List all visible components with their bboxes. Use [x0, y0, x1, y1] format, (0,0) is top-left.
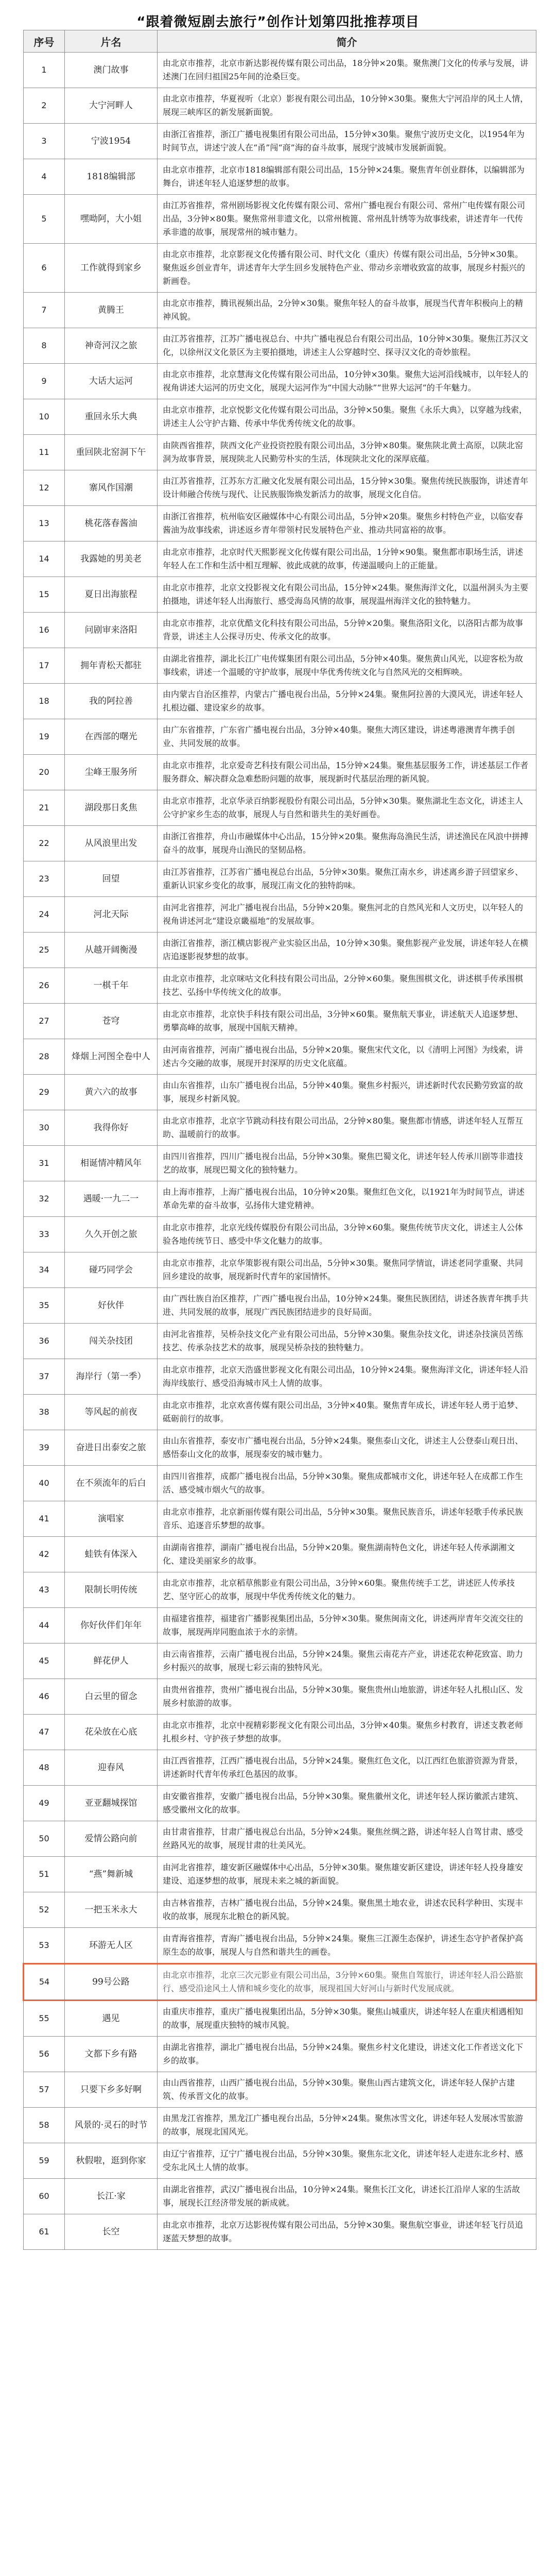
- row-title: 寨风作国潮: [65, 470, 158, 506]
- row-description: 由江苏省推荐，江苏广播电视总台、中共广播电视总台有限公司出品，10分钟×30集。聚焦江苏汉文化，以徐州汉文化景区为主要拍摄地，讲述主人公穿越时空、探寻汉文化的奇妙旅程。: [158, 328, 536, 364]
- row-title: 环游无人区: [65, 1928, 158, 1964]
- table-row: [24, 826, 536, 861]
- table-row: [24, 719, 536, 755]
- row-title: 闯关杂技团: [65, 1324, 158, 1359]
- row-number: 61: [24, 2214, 65, 2250]
- table-row: [24, 328, 536, 364]
- row-number: 50: [24, 1821, 65, 1857]
- row-title: 大宁河畔人: [65, 88, 158, 124]
- row-description: 由北京市推荐，北京华录百纳影视股份有限公司出品，5分钟×30集。聚焦湖北生态文化，讲述主人公守护家乡生态的故事，展现人与自然和谐共生的美好画卷。: [158, 790, 536, 826]
- row-description: 由湖南省推荐，湖南广播电视台出品，5分钟×20集。聚焦湖南特色文化，讲述年轻人传承湖湘文化、建设美丽家乡的故事。: [158, 1537, 536, 1572]
- row-title: 演唱家: [65, 1501, 158, 1537]
- row-number: 8: [24, 328, 65, 364]
- row-title: 宁波1954: [65, 124, 158, 159]
- row-description: 由北京市推荐，北京市1818编辑部有限公司出品，15分钟×24集。聚焦青年创业群体，以编辑部为舞台，讲述年轻人追逐梦想的故事。: [158, 159, 536, 195]
- row-number: 9: [24, 364, 65, 399]
- row-description: 由内蒙古自治区推荐，内蒙古广播电视台出品，5分钟×24集。聚焦阿拉善的大漠风光，讲述年轻人扎根边疆、建设家乡的故事。: [158, 684, 536, 719]
- row-title: 湖段那日炙焦: [65, 790, 158, 826]
- row-title: 河北天际: [65, 897, 158, 933]
- table-row: [24, 613, 536, 648]
- table-body: [24, 53, 536, 2250]
- table-row: [24, 2037, 536, 2072]
- row-title: 回望: [65, 861, 158, 897]
- table-row: [24, 1715, 536, 1750]
- row-description: 由广东省推荐，广东省广播电视台出品，3分钟×40集。聚焦大湾区建设，讲述粤港澳青年携手创业、共同发展的故事。: [158, 719, 536, 755]
- row-number: 41: [24, 1501, 65, 1537]
- row-description: 由四川省推荐，成都广播电视台出品，5分钟×30集。聚焦成都城市文化，讲述年轻人在成都工作生活、感受城市烟火气的故事。: [158, 1466, 536, 1501]
- table-row: [24, 88, 536, 124]
- row-description: 由湖北省推荐，湖北广播电视台出品，5分钟×24集。聚焦乡村文化建设，讲述文化工作者送文化下乡的故事。: [158, 2037, 536, 2072]
- row-description: 由福建省推荐，福建省广播影视集团出品，5分钟×30集。聚焦闽南文化，讲述两岸青年交流交往的故事，展现两岸同胞血浓于水的亲情。: [158, 1608, 536, 1643]
- row-description: 由北京市推荐，北京快手科技有限公司出品，3分钟×60集。聚焦航天事业，讲述航天人追逐梦想、勇攀高峰的故事，展现中国航天精神。: [158, 1004, 536, 1039]
- row-description: 由北京市推荐，北京市新达影视传媒有限公司出品，18分钟×20集。聚焦澳门文化的传承与发展，讲述澳门在回归祖国25年间的沧桑巨变。: [158, 53, 536, 88]
- row-title: 一把玉米永大: [65, 1892, 158, 1928]
- row-title: 从风浪里出发: [65, 826, 158, 861]
- table-row: [24, 1821, 536, 1857]
- row-number: 18: [24, 684, 65, 719]
- row-description: 由河南省推荐，河南广播电视台出品，5分钟×20集。聚焦宋代文化，以《清明上河图》为线索，讲述古今交融的故事，展现开封深厚的历史文化底蕴。: [158, 1039, 536, 1075]
- row-description: 由贵州省推荐，贵州广播电视台出品，5分钟×30集。聚焦贵州山地旅游，讲述年轻人扎根山区、发展乡村旅游的故事。: [158, 1679, 536, 1715]
- row-title: 海岸行（第一季）: [65, 1359, 158, 1395]
- row-number: 10: [24, 399, 65, 435]
- row-description: 由江苏省推荐，常州剧场影视文化传媒有限公司、常州广播电视台有限公司、常州广电传媒有限公司出品，3分钟×80集。聚焦常州非遗文化，以常州梳篦、常州乱针绣等为故事线索，讲述青年一代传承非遗的故事，展现常州的城市魅力。: [158, 195, 536, 244]
- table-row: [24, 244, 536, 293]
- row-description: 由河北省推荐，雄安新区融媒体中心出品，5分钟×30集。聚焦雄安新区建设，讲述年轻人投身雄安建设、追逐梦想的故事，展现未来之城的新面貌。: [158, 1857, 536, 1892]
- row-description: 由北京市推荐，腾讯视频出品，2分钟×30集。聚焦年轻人的奋斗故事，展现当代青年积极向上的精神风貌。: [158, 293, 536, 328]
- row-number: 58: [24, 2108, 65, 2143]
- table-row: [24, 1786, 536, 1821]
- table-row: [24, 470, 536, 506]
- row-title: 问剧审来洛阳: [65, 613, 158, 648]
- table-row: [24, 577, 536, 613]
- table-row: [24, 399, 536, 435]
- row-number: 53: [24, 1928, 65, 1964]
- row-title: 尘峰王服务所: [65, 755, 158, 790]
- table-row: [24, 1110, 536, 1146]
- row-number: 12: [24, 470, 65, 506]
- table-row: [24, 1324, 536, 1359]
- row-description: 由湖北省推荐，武汉广播电视台出品，10分钟×24集。聚焦长江文化，讲述长江沿岸人家的生活故事，展现长江经济带发展的新成就。: [158, 2179, 536, 2214]
- row-title: 花朵放在心底: [65, 1715, 158, 1750]
- table-row: [24, 2214, 536, 2250]
- row-number: 29: [24, 1075, 65, 1110]
- row-description: 由吉林省推荐，吉林广播电视台出品，5分钟×24集。聚焦黑土地农业，讲述农民科学种田、实现丰收的故事，展现东北粮仓的新风貌。: [158, 1892, 536, 1928]
- row-number: 44: [24, 1608, 65, 1643]
- row-title: 大话大运河: [65, 364, 158, 399]
- row-description: 由浙江省推荐，杭州临安区融媒体中心有限公司出品，5分钟×20集。聚焦乡村特色产业，以临安春酱油为故事线索，讲述返乡青年带领村民发展特色产业、推动共同富裕的故事。: [158, 506, 536, 541]
- table-row: [24, 541, 536, 577]
- table-row: [24, 1395, 536, 1430]
- row-description: 由上海市推荐，上海广播电视台出品，10分钟×20集。聚焦红色文化，以1921年为时间节点，讲述革命先辈的奋斗故事，弘扬伟大建党精神。: [158, 1181, 536, 1217]
- row-number: 49: [24, 1786, 65, 1821]
- row-description: 由北京市推荐，北京悦影文化传媒有限公司出品，3分钟×50集。聚焦《永乐大典》，以穿越为线索，讲述主人公守护古籍、传承中华优秀传统文化的故事。: [158, 399, 536, 435]
- row-description: 由北京市推荐，北京万达影视传媒有限公司出品，5分钟×30集。聚焦航空事业，讲述年轻飞行员追逐蓝天梦想的故事。: [158, 2214, 536, 2250]
- table-row: [24, 195, 536, 244]
- table-row: [24, 1608, 536, 1643]
- row-description: 由江西省推荐，江西广播电视台出品，5分钟×24集。聚焦红色文化，以江西红色旅游资源为背景，讲述新时代青年传承红色基因的故事。: [158, 1750, 536, 1786]
- row-title: 烽烟上河图全卷中人: [65, 1039, 158, 1075]
- row-title: 桃花落春酱油: [65, 506, 158, 541]
- row-number: 16: [24, 613, 65, 648]
- row-number: 35: [24, 1288, 65, 1324]
- row-title: 神奇河汉之旅: [65, 328, 158, 364]
- row-description: 由北京市推荐，北京影视文化传播有限公司、时代文化（重庆）传媒有限公司出品，5分钟×30集。聚焦返乡创业青年，讲述青年大学生回乡发展特色产业、带动乡亲增收致富的故事，展现乡村振兴的新画卷。: [158, 244, 536, 293]
- row-description: 由北京市推荐，北京华策影视有限公司出品，5分钟×30集。聚焦同学情谊，讲述老同学重聚、共同回乡建设的故事，展现新时代青年的家国情怀。: [158, 1252, 536, 1288]
- row-number: 19: [24, 719, 65, 755]
- table-row: [24, 684, 536, 719]
- row-description: 由北京市推荐，北京欢喜传媒有限公司出品，3分钟×40集。聚焦青年成长，讲述年轻人勇于追梦、砥砺前行的故事。: [158, 1395, 536, 1430]
- row-number: 57: [24, 2072, 65, 2108]
- row-number: 21: [24, 790, 65, 826]
- table-row: [24, 648, 536, 684]
- row-description: 由广西壮族自治区推荐，广西广播电视台出品，10分钟×24集。聚焦民族团结，讲述各族青年携手共进、共同发展的故事，展现广西民族团结进步的良好局面。: [158, 1288, 536, 1324]
- table-row: [24, 1039, 536, 1075]
- row-description: 由北京市推荐，华夏视听（北京）影视有限公司出品，10分钟×30集。聚焦大宁河沿岸的风土人情，展现三峡库区的新发展新面貌。: [158, 88, 536, 124]
- table-row: [24, 364, 536, 399]
- table-row: [24, 1466, 536, 1501]
- row-title: 在不须流年的后白: [65, 1466, 158, 1501]
- row-number: 56: [24, 2037, 65, 2072]
- row-title: 澳门故事: [65, 53, 158, 88]
- row-title: 工作就得到家乡: [65, 244, 158, 293]
- table-row: [24, 506, 536, 541]
- table-row: [24, 1572, 536, 1608]
- table-row: [24, 2179, 536, 2214]
- table-row: [24, 293, 536, 328]
- table-row: [24, 1857, 536, 1892]
- row-number: 5: [24, 195, 65, 244]
- table-row: [24, 755, 536, 790]
- row-description: 由河北省推荐，吴桥杂技文化产业有限公司出品，5分钟×30集。聚焦杂技文化，讲述杂技演员苦练技艺、传承杂技艺术的故事，展现吴桥杂技的独特魅力。: [158, 1324, 536, 1359]
- row-description: 由北京市推荐，北京光线传媒股份有限公司出品，3分钟×60集。聚焦传统节庆文化，讲述主人公体验各地传统节日、感受中华文化魅力的故事。: [158, 1217, 536, 1252]
- table-row: [24, 124, 536, 159]
- row-title: 夏日出海旅程: [65, 577, 158, 613]
- row-title: 在西部的曙光: [65, 719, 158, 755]
- row-description: 由北京市推荐，北京爱奇艺科技有限公司出品，15分钟×24集。聚焦基层服务工作，讲述基层工作者服务群众、解决群众急难愁盼问题的故事，展现新时代基层治理的新风貌。: [158, 755, 536, 790]
- row-description: 由青海省推荐，青海广播电视台出品，5分钟×24集。聚焦三江源生态保护，讲述生态守护者保护高原生态的故事，展现人与自然和谐共生的画卷。: [158, 1928, 536, 1964]
- row-description: 由湖北省推荐，湖北长江广电传媒集团有限公司出品，5分钟×40集。聚焦黄山风光，以迎客松为故事线索，讲述一个温暖的守护故事，展现中华优秀传统文化与自然风光的交相辉映。: [158, 648, 536, 684]
- row-number: 36: [24, 1324, 65, 1359]
- table-row: [24, 1679, 536, 1715]
- row-number: 4: [24, 159, 65, 195]
- row-number: 11: [24, 435, 65, 470]
- row-title: 长江·家: [65, 2179, 158, 2214]
- row-number: 3: [24, 124, 65, 159]
- row-title: 亚亚翻城探馆: [65, 1786, 158, 1821]
- table-row: [24, 1537, 536, 1572]
- row-title: 我的阿拉善: [65, 684, 158, 719]
- table-row: [24, 2001, 536, 2037]
- row-number: 31: [24, 1146, 65, 1181]
- row-title: 你好伙伴们年年: [65, 1608, 158, 1643]
- table-row: [24, 861, 536, 897]
- row-title: 拥年青松天都驻: [65, 648, 158, 684]
- row-title: 迎春风: [65, 1750, 158, 1786]
- row-number: 33: [24, 1217, 65, 1252]
- row-number: 23: [24, 861, 65, 897]
- row-description: 由北京市推荐，北京天浩盛世影视文化有限公司出品，10分钟×24集。聚焦海洋文化，讲述年轻人沿海岸线旅行、感受沿海城市风土人情的故事。: [158, 1359, 536, 1395]
- table-row: [24, 790, 536, 826]
- row-description: 由北京市推荐，北京文投影视文化有限公司出品，15分钟×24集。聚焦海洋文化，以温州洞头为主要拍摄地，讲述年轻人出海旅行、感受海岛风情的故事，展现温州海洋文化的独特魅力。: [158, 577, 536, 613]
- row-title: 一棋千年: [65, 968, 158, 1004]
- table-row: [24, 1004, 536, 1039]
- table-row: [24, 1928, 536, 1964]
- row-number: 48: [24, 1750, 65, 1786]
- row-number: 14: [24, 541, 65, 577]
- row-number: 25: [24, 933, 65, 968]
- row-title: 苍穹: [65, 1004, 158, 1039]
- row-description: 由北京市推荐，北京中视精彩影视文化有限公司出品，3分钟×40集。聚焦乡村教育，讲述支教老师扎根乡村、守护孩子梦想的故事。: [158, 1715, 536, 1750]
- row-number: 7: [24, 293, 65, 328]
- row-description: 由山东省推荐，泰安市广播电视台出品，5分钟×24集。聚焦泰山文化，讲述主人公登泰山观日出、感悟泰山文化的故事，展现泰安的城市魅力。: [158, 1430, 536, 1466]
- row-description: 由浙江省推荐，舟山市融媒体中心出品，15分钟×20集。聚焦海岛渔民生活，讲述渔民在风浪中拼搏奋斗的故事，展现舟山渔民的坚韧品格。: [158, 826, 536, 861]
- row-title: 蛙铁有体深入: [65, 1537, 158, 1572]
- row-title: 鲜花伊人: [65, 1643, 158, 1679]
- row-number: 17: [24, 648, 65, 684]
- table-row: [24, 1501, 536, 1537]
- row-title: 1818编辑部: [65, 159, 158, 195]
- row-number: 26: [24, 968, 65, 1004]
- row-title: 重回永乐大典: [65, 399, 158, 435]
- row-title: 黄腾王: [65, 293, 158, 328]
- row-title: 等风起的前夜: [65, 1395, 158, 1430]
- row-description: 由江苏省推荐，江苏东方汇融文化发展有限公司出品，15分钟×30集。聚焦传统民族服饰，讲述青年设计师融合传统与现代、让民族服饰焕发新活力的故事，展现文化自信。: [158, 470, 536, 506]
- column-header-title: 片名: [65, 30, 158, 53]
- table-row: [24, 1252, 536, 1288]
- row-number: 15: [24, 577, 65, 613]
- row-number: 52: [24, 1892, 65, 1928]
- row-number: 38: [24, 1395, 65, 1430]
- table-row: [24, 435, 536, 470]
- row-description: 由黑龙江省推荐，黑龙江广播电视台出品，5分钟×24集。聚焦冰雪文化，讲述年轻人发展冰雪旅游的故事，展现北国风光。: [158, 2108, 536, 2143]
- row-number: 60: [24, 2179, 65, 2214]
- table-row: [24, 2072, 536, 2108]
- row-number: 55: [24, 2001, 65, 2037]
- row-title: 文都下乡有路: [65, 2037, 158, 2072]
- row-number: 54: [24, 1964, 65, 2001]
- row-number: 30: [24, 1110, 65, 1146]
- table-header-row: [24, 30, 536, 53]
- row-title: 限制长明传统: [65, 1572, 158, 1608]
- table-row: [24, 1430, 536, 1466]
- row-description: 由浙江省推荐，浙江横店影视产业实验区出品，10分钟×30集。聚焦影视产业发展，讲述年轻人在横店追逐影视梦想的故事。: [158, 933, 536, 968]
- row-number: 13: [24, 506, 65, 541]
- table-row: [24, 159, 536, 195]
- row-title: “燕”舞新城: [65, 1857, 158, 1892]
- row-description: 由陕西省推荐，陕西文化产业投资控股有限公司出品，3分钟×80集。聚焦陕北黄土高原，以陕北窑洞为故事背景，展现陕北人民勤劳朴实的生活，体现陕北文化的深厚底蕴。: [158, 435, 536, 470]
- table-row: [24, 2143, 536, 2179]
- row-number: 59: [24, 2143, 65, 2179]
- table-row: [24, 1643, 536, 1679]
- row-title: 奋进日出泰安之旅: [65, 1430, 158, 1466]
- row-title: 遇暖·一九二一: [65, 1181, 158, 1217]
- table-row: [24, 2108, 536, 2143]
- row-title: 遇见: [65, 2001, 158, 2037]
- table-row: [24, 1964, 536, 2001]
- row-description: 由北京市推荐，北京优酷文化科技有限公司出品，5分钟×20集。聚焦洛阳文化，以洛阳古都为故事背景，讲述主人公探寻历史、传承文化的故事。: [158, 613, 536, 648]
- table-row: [24, 1146, 536, 1181]
- table-row: [24, 1892, 536, 1928]
- row-number: 20: [24, 755, 65, 790]
- column-header-number: 序号: [24, 30, 65, 53]
- row-number: 24: [24, 897, 65, 933]
- row-number: 42: [24, 1537, 65, 1572]
- row-description: 由北京市推荐，北京新丽传媒有限公司出品，5分钟×30集。聚焦民族音乐，讲述年轻歌手传承民族音乐、追逐音乐梦想的故事。: [158, 1501, 536, 1537]
- table-row: [24, 53, 536, 88]
- row-title: 我得你好: [65, 1110, 158, 1146]
- row-description: 由辽宁省推荐，辽宁广播电视台出品，5分钟×30集。聚焦东北文化，讲述年轻人走进东北乡村、感受东北风土人情的故事。: [158, 2143, 536, 2179]
- row-number: 32: [24, 1181, 65, 1217]
- row-title: 久久开创之旅: [65, 1217, 158, 1252]
- row-title: 相诞情冲精风年: [65, 1146, 158, 1181]
- table-row: [24, 1181, 536, 1217]
- column-header-description: 简介: [158, 30, 536, 53]
- row-title: 重回陕北窑洞下午: [65, 435, 158, 470]
- row-description: 由北京市推荐，北京咪咕文化科技有限公司出品，2分钟×60集。聚焦围棋文化，讲述棋手传承围棋技艺、弘扬中华传统文化的故事。: [158, 968, 536, 1004]
- row-description: 由山西省推荐，山西广播电视台出品，5分钟×30集。聚焦山西古建筑文化，讲述年轻人保护古建筑、传承晋文化的故事。: [158, 2072, 536, 2108]
- table-row: [24, 1359, 536, 1395]
- row-description: 由河北省推荐，河北广播电视台出品，5分钟×20集。聚焦河北的自然风光和人文历史，以年轻人的视角讲述河北“建设京畿福地”的发展故事。: [158, 897, 536, 933]
- row-description: 由江苏省推荐，江苏省广播电视总台出品，5分钟×30集。聚焦江南水乡，讲述离乡游子回望家乡、重新认识家乡变化的故事，展现江南文化的独特韵味。: [158, 861, 536, 897]
- row-number: 47: [24, 1715, 65, 1750]
- row-description: 由北京市推荐，北京慧海文化传媒有限公司出品，10分钟×30集。聚焦大运河沿线城市，以年轻人的视角讲述大运河的历史文化，展现大运河作为“中国大动脉”“世界大运河”的千年魅力。: [158, 364, 536, 399]
- row-description: 由北京市推荐，北京时代天熙影视文化传媒有限公司出品，1分钟×90集。聚焦都市职场生活，讲述年轻人在工作和生活中相互理解、彼此成就的故事，传递温暖向上的正能量。: [158, 541, 536, 577]
- table-row: [24, 897, 536, 933]
- row-title: 爱情公路向前: [65, 1821, 158, 1857]
- row-title: 从越开阔衡漫: [65, 933, 158, 968]
- row-title: 嘿呦阿，大小姐: [65, 195, 158, 244]
- row-title: 99号公路: [65, 1964, 158, 2001]
- row-title: 风景的·灵石的时节: [65, 2108, 158, 2143]
- row-title: 好伙伴: [65, 1288, 158, 1324]
- row-number: 1: [24, 53, 65, 88]
- row-title: 我露她的男美老: [65, 541, 158, 577]
- row-number: 43: [24, 1572, 65, 1608]
- row-number: 2: [24, 88, 65, 124]
- table-row: [24, 1288, 536, 1324]
- row-title: 黄六六的故事: [65, 1075, 158, 1110]
- row-number: 28: [24, 1039, 65, 1075]
- row-description: 由重庆市推荐，重庆广播电视集团出品，5分钟×30集。聚焦山城重庆，讲述年轻人在重庆相遇相知的故事，展现重庆独特的城市风貌。: [158, 2001, 536, 2037]
- row-title: 碰巧同学会: [65, 1252, 158, 1288]
- row-number: 22: [24, 826, 65, 861]
- table-row: [24, 933, 536, 968]
- row-number: 6: [24, 244, 65, 293]
- row-number: 34: [24, 1252, 65, 1288]
- row-description: 由北京市推荐，北京字节跳动科技有限公司出品，2分钟×80集。聚焦都市情感，讲述年轻人互帮互助、温暖前行的故事。: [158, 1110, 536, 1146]
- row-description: 由山东省推荐，山东广播电视台出品，5分钟×40集。聚焦乡村振兴，讲述新时代农民勤劳致富的故事，展现乡村新风貌。: [158, 1075, 536, 1110]
- row-number: 27: [24, 1004, 65, 1039]
- row-description: 由浙江省推荐，浙江广播电视集团有限公司出品，15分钟×30集。聚焦宁波历史文化，以1954年为时间节点，讲述宁波人在“甬”闯“商”海的奋斗故事，展现宁波城市发展新面貌。: [158, 124, 536, 159]
- page-title: “跟着微短剧去旅行”创作计划第四批推荐项目: [136, 14, 420, 30]
- row-title: 长空: [65, 2214, 158, 2250]
- recommendation-table: [23, 30, 537, 2250]
- row-number: 39: [24, 1430, 65, 1466]
- table-row: [24, 1217, 536, 1252]
- row-title: 白云里的留念: [65, 1679, 158, 1715]
- row-description: 由安徽省推荐，安徽广播电视台出品，5分钟×30集。聚焦徽州文化，讲述年轻人探访徽派古建筑、感受徽州文化的故事。: [158, 1786, 536, 1821]
- row-title: 秋假啦，逛到你家: [65, 2143, 158, 2179]
- table-row: [24, 1750, 536, 1786]
- row-number: 51: [24, 1857, 65, 1892]
- row-number: 46: [24, 1679, 65, 1715]
- row-description: 由北京市推荐，北京稻草熊影业有限公司出品，3分钟×60集。聚焦传统手工艺，讲述匠人传承技艺、坚守匠心的故事，展现中华优秀传统文化的魅力。: [158, 1572, 536, 1608]
- row-description: 由甘肃省推荐，甘肃广播电视总台出品，5分钟×24集。聚焦丝绸之路，讲述年轻人自驾甘肃、感受丝路风光的故事，展现甘肃的壮美风光。: [158, 1821, 536, 1857]
- row-description: 由四川省推荐，四川广播电视台出品，5分钟×30集。聚焦巴蜀文化，讲述年轻人传承川剧等非遗技艺的故事，展现巴蜀文化的独特魅力。: [158, 1146, 536, 1181]
- table-row: [24, 1075, 536, 1110]
- row-title: 只要下乡多好啊: [65, 2072, 158, 2108]
- row-number: 40: [24, 1466, 65, 1501]
- row-number: 37: [24, 1359, 65, 1395]
- row-description: 由北京市推荐，北京三次元影业有限公司出品，3分钟×60集。聚焦自驾旅行，讲述年轻人沿公路旅行、感受沿途风土人情和城乡变化的故事，展现祖国大好河山与新时代发展成就。: [158, 1964, 536, 2001]
- table-row: [24, 968, 536, 1004]
- row-description: 由云南省推荐，云南广播电视台出品，5分钟×24集。聚焦云南花卉产业，讲述花农种花致富、助力乡村振兴的故事，展现七彩云南的独特风光。: [158, 1643, 536, 1679]
- row-number: 45: [24, 1643, 65, 1679]
